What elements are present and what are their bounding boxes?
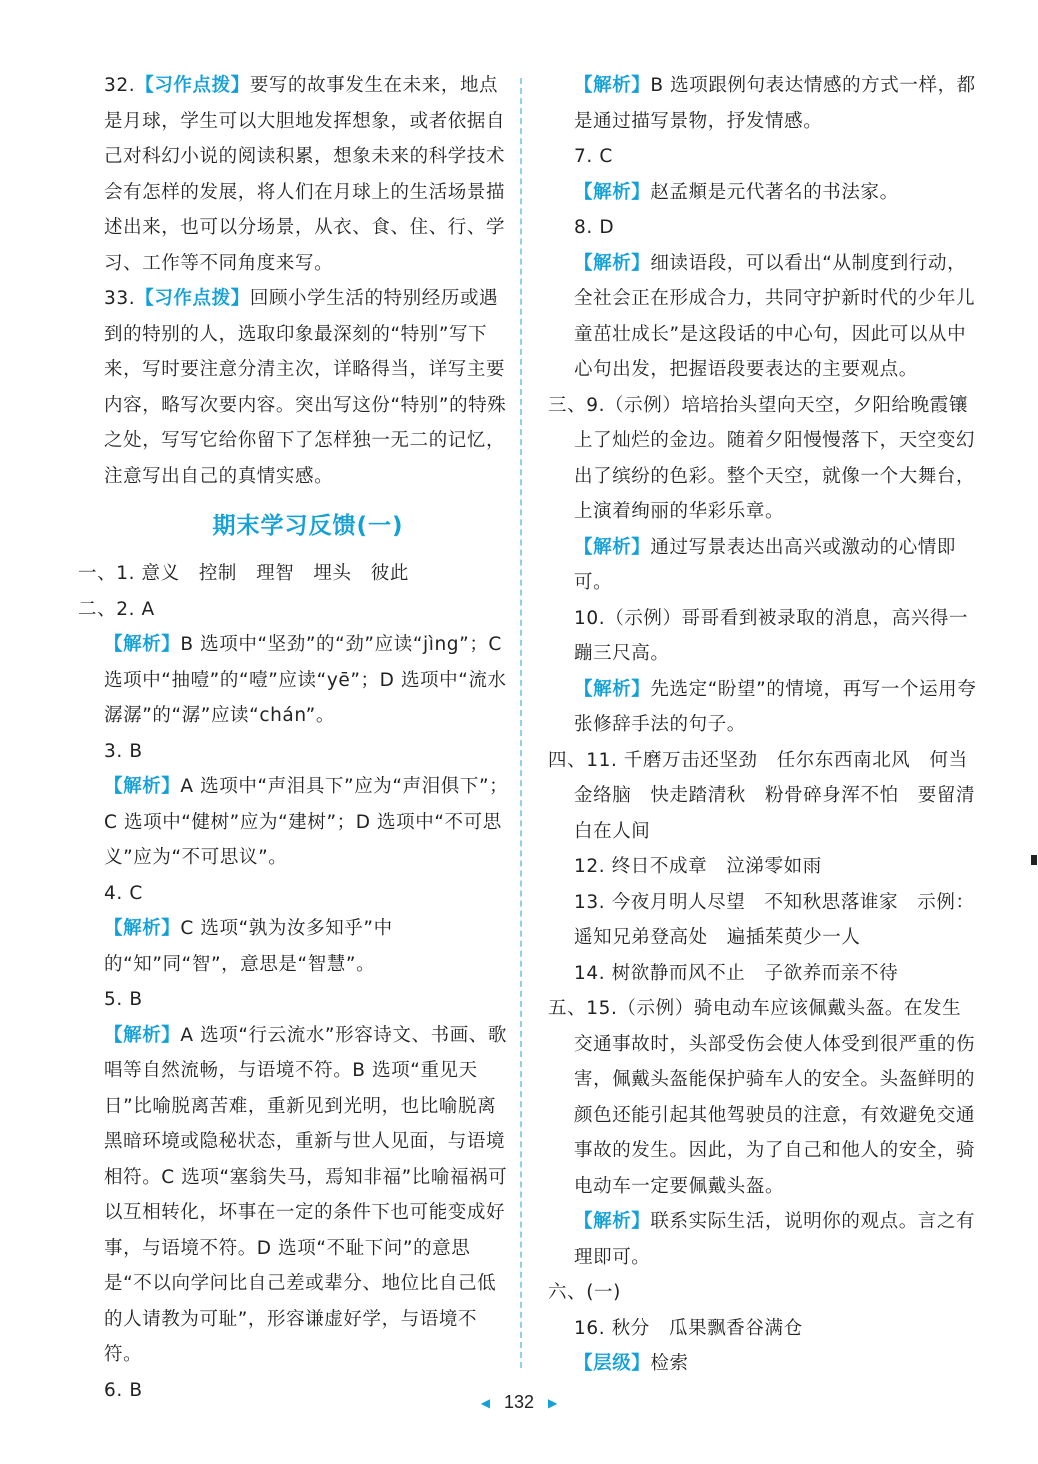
section-1: 一、1. 意义 控制 理智 埋头 彼此 [78,563,409,584]
label-tag: 【解析】 [104,776,181,797]
label-tag: 【解析】 [574,181,651,203]
label-tag: 【解析】 [574,75,651,96]
analysis-10: 【解析】先选定“盼望”的情境，再写一个运用夸张修辞手法的句子。 [574,678,977,735]
analysis-8: 【解析】细读语段，可以看出“从制度到行动，全社会正在形成合力，共同守护新时代的少年儿童茁壮成长”是这段话的中心句，因此可以从中心句出发，把握语段要表达的主要观点。 [574,252,976,380]
analysis-9: 【解析】通过写景表达出高兴或激动的心情即可。 [574,536,957,593]
answer-5: 5. B [104,989,143,1010]
triangle-left-icon: ◀ [480,1396,490,1411]
answer-8: 8. D [574,217,615,238]
right-column [548,68,980,1382]
analysis-7: 【解析】赵孟頫是元代著名的书法家。 [574,181,899,203]
label-tag: 【解析】 [574,678,651,700]
answer-32: 32.【习作点拨】要写的故事发生在未来，地点是月球，学生可以大胆地发挥想象，或者依据自己对科幻小说的阅读积累，想象未来的科学技术会有怎样的发展，将人们在月球上的生活场景描述出来，也可以分场景，从衣、食、住、行、学习、工作等不同角度来写。 [104,75,506,274]
answer-4: 4. C [104,882,143,904]
label-tag: 【解析】 [574,252,651,274]
answer-3: 3. B [104,740,143,762]
label-tag: 【解析】 [104,1024,181,1046]
triangle-right-icon: ▶ [548,1396,558,1411]
answer-33: 33.【习作点拨】回顾小学生活的特别经历或遇到的特别的人，选取印象最深刻的“特别”写下来，写时要注意分清主次，详略得当，详写主要内容，略写次要内容。突出写这份“特别”的特殊之处，写写它给你留下了怎样独一无二的记忆，注意写出自己的真情实感。 [104,288,507,487]
section-5: 五、15.（示例）骑电动车应该佩戴头盔。在发生交通事故时，头部受伤会使人体受到很严重的伤害，佩戴头盔能保护骑车人的安全。头盔鲜明的颜色还能引起其他驾驶员的注意，有效避免交通事故的发生。因此，为了自己和他人的安全，骑电动车一定要佩戴头盔。 [548,998,976,1197]
answer-13: 13. 今夜月明人尽望 不知秋思落谁家 示例：遥知兄弟登高处 遍插茱萸少一人 [574,891,975,948]
label-tag: 【解析】 [104,634,181,655]
analysis-5: 【解析】A 选项“行云流水”形容诗文、书画、歌唱等自然流畅，与语境不符。B 选项“重见天日”比喻脱离苦难，重新见到光明，也比喻脱离黑暗环境或隐秘状态，重新与世人见面，与语境相符。C 选项“塞翁失马，焉知非福”比喻福祸可以互相转化，坏事在一定的条件下也可能变成好事，与语境不符。D 选项“不耻下问”的意思是“不以向学问比自己差或辈分、地位比自己低的人请教为可耻”，形容谦虚好学，与语境不符。 [104,1024,508,1365]
label-tag: 【解析】 [574,536,651,558]
answer-12: 12. 终日不成章 泣涕零如雨 [574,856,822,877]
column-divider [520,78,522,1368]
label-tag: 【习作点拨】 [135,75,250,96]
page-footer [0,1392,1038,1413]
section-3: 三、9.（示例）培培抬头望向天空，夕阳给晚霞镶上了灿烂的金边。随着夕阳慢慢落下，天空变幻出了缤纷的色彩。整个天空，就像一个大舞台，上演着绚丽的华彩乐章。 [548,394,976,522]
level-16: 【层级】检索 [574,1353,689,1374]
section-6: 六、(一) [548,1282,621,1303]
answer-16: 16. 秋分 瓜果飘香谷满仓 [574,1317,803,1339]
label-tag: 【习作点拨】 [135,288,250,309]
answer-7: 7. C [574,146,613,167]
section-2: 二、2. A [78,598,155,620]
left-column [78,68,512,1411]
label-tag: 【层级】 [574,1353,651,1374]
section-4: 四、11. 千磨万击还坚劲 任尔东西南北风 何当金络脑 快走踏清秋 粉骨碎身浑不怕 要留清白在人间 [548,749,976,842]
answer-10: 10.（示例）哥哥看到被录取的消息，高兴得一蹦三尺高。 [574,607,969,664]
page-number: 132 [503,1392,535,1412]
answer-6: 6. B [104,1379,143,1401]
edge-mark [1031,855,1037,865]
analysis-3: 【解析】A 选项中“声泪具下”应为“声泪俱下”；C 选项中“健树”应为“建树”；D 选项中“不可思义”应为“不可思议”。 [104,776,509,868]
label-tag: 【解析】 [574,1211,651,1232]
analysis-6: 【解析】B 选项跟例句表达情感的方式一样，都是通过描写景物，抒发情感。 [574,75,976,132]
analysis-4: 【解析】C 选项“孰为汝多知乎”中的“知”同“智”，意思是“智慧”。 [104,918,393,975]
section-heading: 期末学习反馈(一) [212,513,404,539]
answer-14: 14. 树欲静而风不止 子欲养而亲不待 [574,962,899,984]
label-tag: 【解析】 [104,918,181,939]
analysis-15: 【解析】联系实际生活，说明你的观点。言之有理即可。 [574,1211,976,1268]
analysis-2: 【解析】B 选项中“坚劲”的“劲”应读“jìng”；C 选项中“抽噎”的“噎”应读“yē”；D 选项中“流水潺潺”的“潺”应读“chán”。 [104,634,507,726]
